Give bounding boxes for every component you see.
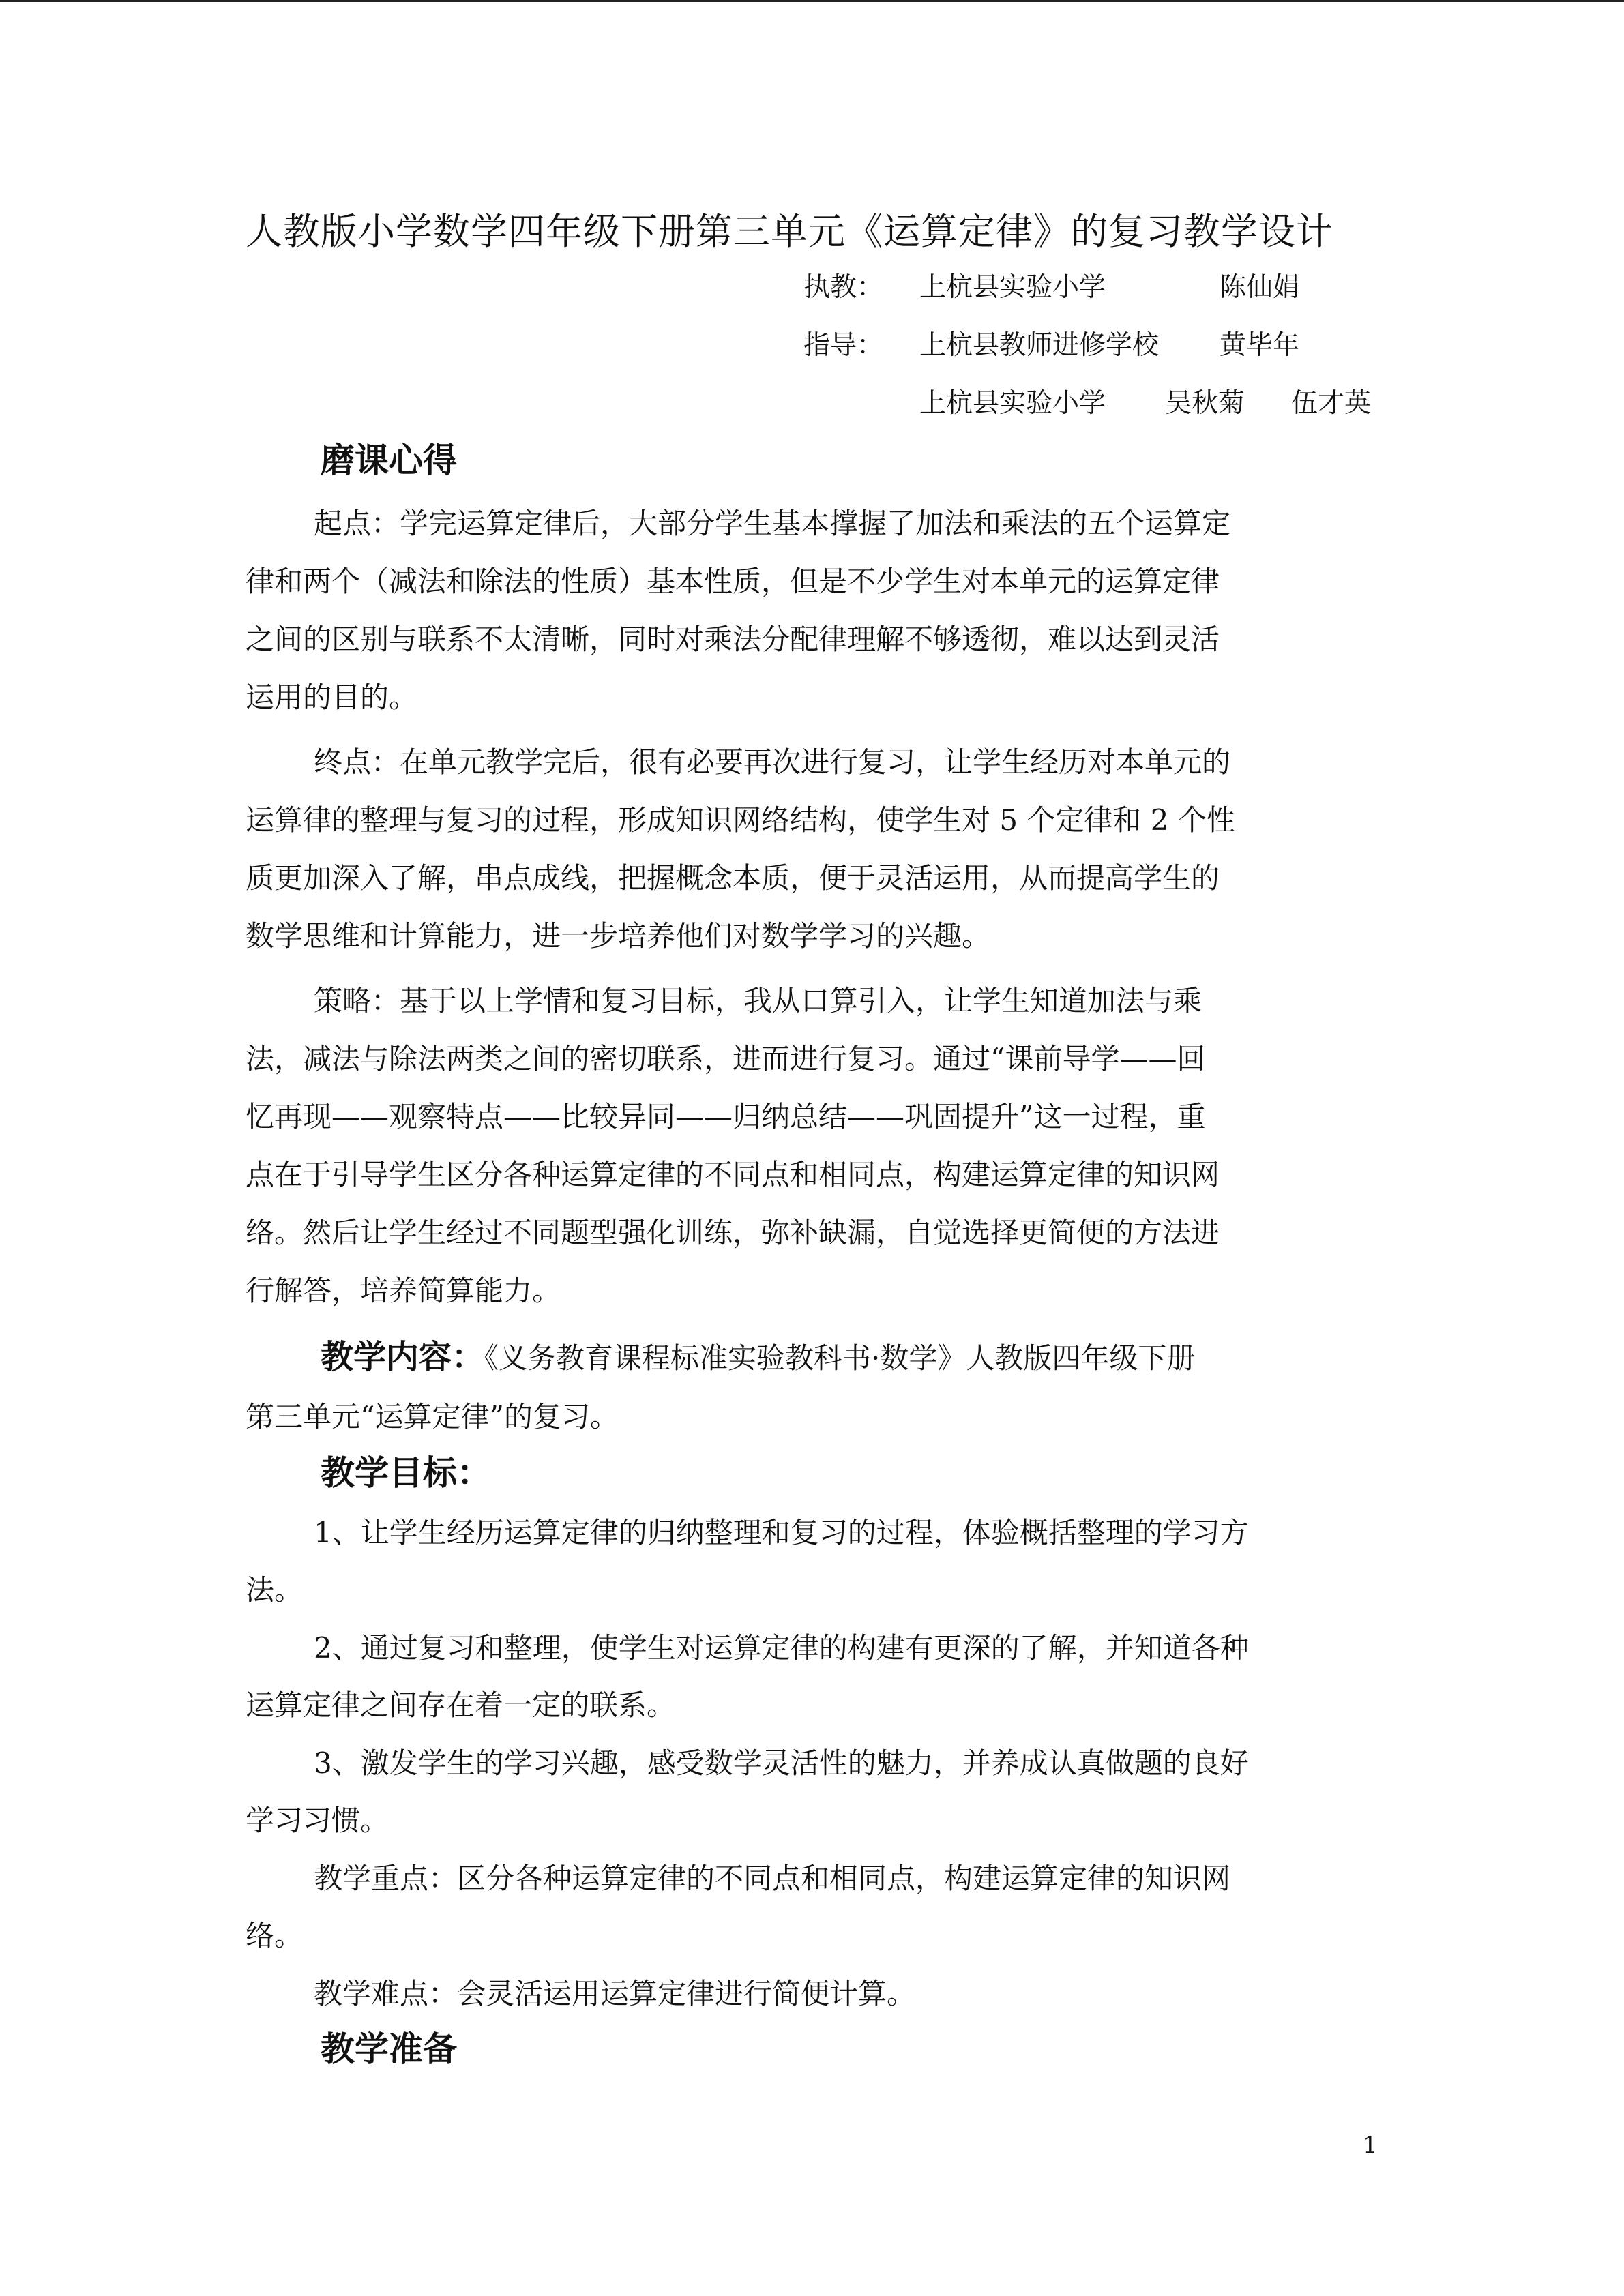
content-label: 教学内容： [321,1338,485,1376]
paragraph-line: 策略：基于以上学情和复习目标，我从口算引入，让学生知道加法与乘 [314,984,1202,1017]
guide-name-1: 黄毕年 [1220,330,1300,361]
goal-line: 运算定律之间存在着一定的联系。 [246,1688,676,1722]
document-title: 人教版小学数学四年级下册第三单元《运算定律》的复习教学设计 [246,210,1333,253]
paragraph-line: 法，减法与除法两类之间的密切联系，进而进行复习。通过“课前导学——回 [246,1042,1206,1075]
paragraph-line: 忆再现——观察特点——比较异同——归纳总结——巩固提升”这一过程，重 [246,1100,1206,1133]
page-top-border [0,0,1624,2]
key-point-line: 络。 [246,1919,304,1952]
difficulty-line: 教学难点：会灵活运用运算定律进行简便计算。 [314,1977,916,2010]
key-point-line: 教学重点：区分各种运算定律的不同点和相同点，构建运算定律的知识网 [314,1862,1231,1895]
goal-line: 3、激发学生的学习兴趣，感受数学灵活性的魅力，并养成认真做题的良好 [314,1746,1249,1780]
section-heading-prep: 教学准备 [321,2029,457,2069]
section-heading-goals: 教学目标： [321,1453,491,1493]
paragraph-line: 之间的区别与联系不太清晰，同时对乘法分配律理解不够透彻，难以达到灵活 [246,623,1220,656]
paragraph-line: 起点：学完运算定律后，大部分学生基本撑握了加法和乘法的五个运算定 [314,507,1231,540]
teach-name: 陈仙娟 [1220,272,1300,303]
paragraph-line: 律和两个（减法和除法的性质）基本性质，但是不少学生对本单元的运算定律 [246,565,1220,598]
paragraph-line: 运用的目的。 [246,681,418,714]
guide-school-2: 上杭县实验小学 [919,388,1106,419]
paragraph-line: 行解答，培养简算能力。 [246,1274,561,1307]
page-number: 1 [1363,2132,1378,2159]
goal-line: 2、通过复习和整理，使学生对运算定律的构建有更深的了解，并知道各种 [314,1631,1249,1665]
content-text: 《义务教育课程标准实验教科书·数学》人教版四年级下册 [484,1341,1196,1375]
teach-school: 上杭县实验小学 [919,272,1106,303]
teach-label: 执教： [803,272,884,303]
guide-school-1: 上杭县教师进修学校 [919,330,1160,361]
paragraph-line: 质更加深入了解，串点成线，把握概念本质，便于灵活运用，从而提高学生的 [246,861,1220,895]
guide-name-2: 吴秋菊 [1165,388,1245,419]
goal-line: 法。 [246,1573,304,1607]
goal-line: 学习习惯。 [246,1804,389,1837]
guide-name-3: 伍才英 [1291,388,1372,419]
goal-line: 1、让学生经历运算定律的归纳整理和复习的过程，体验概括整理的学习方 [314,1516,1249,1549]
content-line [321,1337,1385,1379]
paragraph-line: 运算律的整理与复习的过程，形成知识网络结构，使学生对 5 个定律和 2 个性 [246,803,1235,837]
paragraph-line: 点在于引导学生区分各种运算定律的不同点和相同点，构建运算定律的知识网 [246,1158,1220,1191]
paragraph-line: 络。然后让学生经过不同题型强化训练，弥补缺漏，自觉选择更简便的方法进 [246,1216,1220,1249]
content-line-2: 第三单元“运算定律”的复习。 [246,1400,619,1433]
guide-label: 指导： [803,330,884,361]
paragraph-line: 终点：在单元教学完后，很有必要再次进行复习，让学生经历对本单元的 [314,745,1231,779]
paragraph-line: 数学思维和计算能力，进一步培养他们对数学学习的兴趣。 [246,919,991,953]
section-heading-reflection: 磨课心得 [321,441,457,480]
